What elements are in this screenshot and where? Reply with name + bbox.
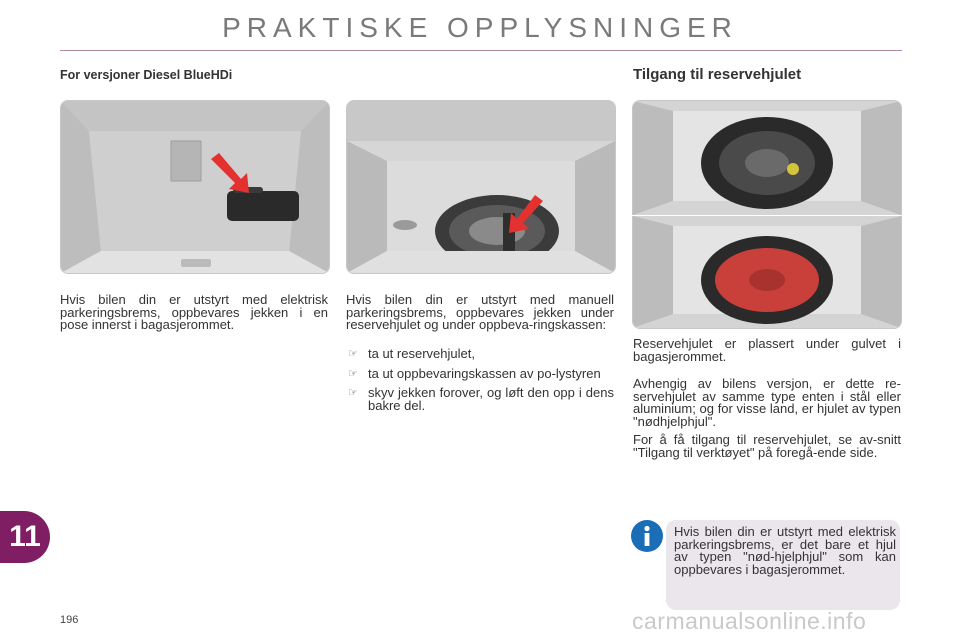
paragraph-spare-access: For å få tilgang til reservehjulet, se av-snitt "Tilgang til verktøyet" på foregå-ende side.: [633, 432, 901, 460]
page-title: PRAKTISKE OPPLYSNINGER: [222, 12, 738, 43]
watermark: carmanualsonline.info: [632, 608, 867, 634]
boot-jack-bag-photo: [60, 100, 330, 274]
list-item: [346, 387, 614, 412]
section-heading-spare-wheel: Tilgang til reservehjulet: [633, 66, 802, 83]
list-item-text: ta ut oppbevaringskassen av po-lystyren: [368, 365, 601, 381]
section-heading-diesel: For versjoner Diesel BlueHDi: [60, 68, 233, 82]
paragraph-electric-brake: Hvis bilen din er utstyrt med elektrisk parkeringsbrems, oppbevares jekken i en pose innerst i bagasjerommet.: [60, 292, 328, 332]
header-divider: [60, 50, 902, 51]
info-text: Hvis bilen din er utstyrt med elektrisk parkeringsbrems, er det bare et hjul av typen "nød-hjelphjul" som kan oppbevares i bagasjerommet.: [674, 524, 896, 577]
list-item-text: ta ut reservehjulet,: [368, 346, 475, 361]
list-item: [346, 348, 614, 361]
hand-pointer-icon: ☞: [348, 367, 358, 380]
hand-pointer-icon: ☞: [348, 387, 358, 399]
hand-pointer-icon: ☞: [348, 348, 358, 360]
list-item-text: skyv jekken forover, og løft den opp i dens bakre del.: [368, 385, 614, 413]
steel-spare-wheel-photo: [632, 100, 902, 215]
list-item: [346, 365, 614, 381]
paragraph-spare-type: Avhengig av bilens versjon, er dette re-servehjulet av samme type enten i stål eller aluminium; og for visse land, er hjulet av typen "nødhjelphjul".: [633, 376, 901, 429]
page-number: 196: [60, 614, 79, 626]
jack-removal-steps: [346, 348, 614, 419]
paragraph-spare-location: Reservehjulet er plassert under gulvet i bagasjerommet.: [633, 336, 901, 364]
info-icon: [631, 520, 663, 552]
chapter-tab: 11: [0, 511, 50, 563]
spare-wheel-jack-photo: [346, 100, 616, 274]
space-saver-spare-wheel-photo: [632, 216, 902, 329]
paragraph-manual-brake: Hvis bilen din er utstyrt med manuell parkeringsbrems, oppbevares jekken under reservehjulet og under oppbeva-ringskassen:: [346, 292, 614, 332]
